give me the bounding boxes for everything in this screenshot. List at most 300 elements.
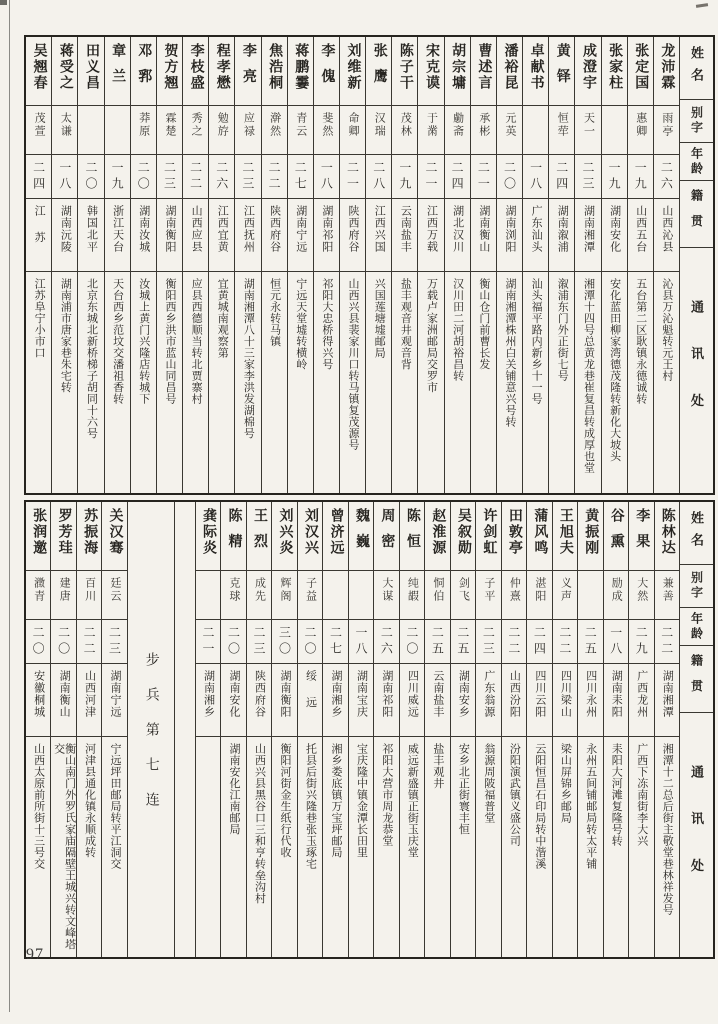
person-age xyxy=(392,155,417,199)
person-name-text: 贺方翘 xyxy=(162,43,178,91)
person-age-text: 二二 xyxy=(82,626,97,658)
person-column xyxy=(246,502,271,957)
person-native-place-text: 湖南宁远 xyxy=(294,205,307,253)
person-name-text: 王烈 xyxy=(252,508,267,560)
person-name xyxy=(471,37,496,106)
person-column xyxy=(76,502,101,957)
person-courtesy-name-text: 瀓青 xyxy=(32,577,45,603)
person-column xyxy=(501,502,526,957)
person-column xyxy=(601,37,627,493)
person-contact-address-text: 梁山屏锦乡邮局 xyxy=(559,743,572,824)
person-native-place-text: 浙江天台 xyxy=(111,205,124,253)
person-name xyxy=(445,37,470,106)
person-courtesy-name xyxy=(262,106,287,155)
person-contact-address-text: 湖南浦市唐家巷朱宅转 xyxy=(59,278,72,393)
person-contact-address-text: 五台第二区耿镇永德诚转 xyxy=(634,278,647,405)
person-name xyxy=(604,502,628,571)
person-age-text: 一八 xyxy=(608,626,623,658)
person-name xyxy=(451,502,475,571)
person-courtesy-name-text: 建唐 xyxy=(58,577,71,603)
person-native-place xyxy=(298,664,322,737)
person-contact-address xyxy=(51,737,75,957)
person-native-place-text: 云南盐丰 xyxy=(431,670,444,718)
person-courtesy-name xyxy=(157,106,182,155)
person-contact-address xyxy=(26,737,50,957)
person-contact-address xyxy=(655,737,679,957)
person-courtesy-name xyxy=(425,571,449,620)
person-native-place xyxy=(604,664,628,737)
person-courtesy-name xyxy=(349,571,373,620)
person-column xyxy=(628,502,653,957)
person-column xyxy=(220,502,245,957)
person-courtesy-name-text: 汉瑞 xyxy=(373,112,386,138)
person-age xyxy=(578,620,602,664)
person-column xyxy=(496,37,522,493)
person-courtesy-name xyxy=(221,571,245,620)
person-contact-address xyxy=(52,272,77,493)
person-native-place xyxy=(235,199,260,272)
person-column xyxy=(156,37,182,493)
person-column xyxy=(26,37,51,493)
person-name-text: 苏振海 xyxy=(82,508,98,556)
header-courtesy-name xyxy=(680,565,713,608)
person-native-place xyxy=(445,199,470,272)
person-courtesy-name-text: 子平 xyxy=(482,577,495,603)
person-column xyxy=(424,502,449,957)
person-column xyxy=(313,37,339,493)
person-name-text: 陈林达 xyxy=(659,508,675,556)
roster-table-lower xyxy=(24,500,715,959)
person-age-text: 一八 xyxy=(353,626,368,658)
person-native-place xyxy=(272,664,296,737)
person-native-place xyxy=(602,199,627,272)
person-name xyxy=(288,37,313,106)
person-age-text: 二二 xyxy=(659,626,674,658)
person-native-place-text: 湖南溆浦 xyxy=(556,205,569,253)
person-column xyxy=(399,502,424,957)
person-name-text: 赵淮源 xyxy=(430,508,446,556)
person-column xyxy=(574,37,600,493)
person-courtesy-name-text: 秀之 xyxy=(190,112,203,138)
person-name xyxy=(425,502,449,571)
person-name xyxy=(549,37,574,106)
person-native-place xyxy=(196,664,220,737)
person-native-place xyxy=(131,199,156,272)
person-age-text: 二四 xyxy=(450,161,465,193)
person-age xyxy=(374,620,398,664)
person-native-place-text: 江西万载 xyxy=(425,205,438,253)
person-native-place-text: 湖南安化 xyxy=(608,205,621,253)
person-contact-address xyxy=(26,272,51,493)
person-column xyxy=(552,502,577,957)
person-courtesy-name-text: 大然 xyxy=(635,577,648,603)
header-age xyxy=(680,143,713,181)
person-name xyxy=(418,37,443,106)
person-column xyxy=(444,37,470,493)
person-age xyxy=(575,155,600,199)
person-courtesy-name-text: 励成 xyxy=(610,577,623,603)
person-courtesy-name xyxy=(578,571,602,620)
person-contact-address xyxy=(553,737,577,957)
person-native-place xyxy=(628,199,653,272)
person-name xyxy=(51,502,75,571)
person-courtesy-name xyxy=(196,571,220,620)
person-name xyxy=(105,37,130,106)
person-name-text: 蒋鹏霋 xyxy=(293,43,309,91)
person-contact-address-text: 安化蓝田柳家湾德茂隆转新化大坡头 xyxy=(608,278,621,462)
person-age xyxy=(451,620,475,664)
person-native-place-text: 山西应县 xyxy=(190,205,203,253)
person-name-text: 曾济远 xyxy=(328,508,344,556)
person-contact-address xyxy=(523,272,548,493)
person-native-place xyxy=(366,199,391,272)
person-age-text: 一八 xyxy=(57,161,72,193)
person-age-text: 二一 xyxy=(424,161,439,193)
person-name-text: 曹述言 xyxy=(476,43,492,91)
person-name xyxy=(654,37,679,106)
person-contact-address-text: 耒阳大河滩复隆号转 xyxy=(610,743,623,847)
person-native-place-text: 四川威远 xyxy=(406,670,419,718)
person-contact-address-text: 宁远天堂墟转横岭 xyxy=(294,278,307,370)
person-name-text: 周密 xyxy=(379,508,395,560)
person-courtesy-name-text: 茂林 xyxy=(399,112,412,138)
person-name xyxy=(628,37,653,106)
person-column xyxy=(182,37,208,493)
person-column xyxy=(654,502,679,957)
person-age-text: 三〇 xyxy=(277,626,292,658)
person-name xyxy=(400,502,424,571)
person-name-text: 陈恒 xyxy=(404,508,420,560)
person-courtesy-name xyxy=(323,571,347,620)
person-native-place-text: 湖南宁远 xyxy=(109,670,122,718)
person-name-text: 龚际炎 xyxy=(201,508,217,556)
person-age-text: 二一 xyxy=(201,626,216,658)
person-courtesy-name-text: 天一 xyxy=(582,112,595,138)
person-courtesy-name-text: 命卿 xyxy=(347,112,360,138)
person-contact-address-text: 恒元永转马镇 xyxy=(268,278,281,347)
person-age-text: 二七 xyxy=(328,626,343,658)
person-native-place xyxy=(654,199,679,272)
person-contact-address-text: 山西兴县黑谷口三和亨转垒沟村 xyxy=(253,743,266,904)
person-name xyxy=(527,502,551,571)
person-courtesy-name xyxy=(298,571,322,620)
person-courtesy-name xyxy=(366,106,391,155)
person-native-place xyxy=(247,664,271,737)
person-native-place xyxy=(400,664,424,737)
person-contact-address xyxy=(418,272,443,493)
person-courtesy-name-text: 纯嘏 xyxy=(406,577,419,603)
person-age-text: 二二 xyxy=(557,626,572,658)
person-age xyxy=(445,155,470,199)
person-name-text: 张润邀 xyxy=(31,508,47,556)
person-courtesy-name xyxy=(655,571,679,620)
person-age xyxy=(400,620,424,664)
person-native-place-text: 山西河津 xyxy=(83,670,96,718)
person-native-place xyxy=(549,199,574,272)
person-courtesy-name xyxy=(604,571,628,620)
person-native-place xyxy=(288,199,313,272)
person-contact-address xyxy=(400,737,424,957)
person-courtesy-name xyxy=(288,106,313,155)
person-age xyxy=(131,155,156,199)
person-age xyxy=(366,155,391,199)
person-native-place xyxy=(502,664,526,737)
person-contact-address-text: 翁源周陂福普堂 xyxy=(482,743,495,824)
person-contact-address xyxy=(102,737,126,957)
person-native-place-text: 陕西府谷 xyxy=(268,205,281,253)
person-courtesy-name-text: 恒荦 xyxy=(556,112,569,138)
person-contact-address xyxy=(288,272,313,493)
person-name-text: 章兰 xyxy=(110,43,126,95)
person-courtesy-name-text: 勉斿 xyxy=(216,112,229,138)
person-contact-address xyxy=(349,737,373,957)
person-courtesy-name-text: 辉阁 xyxy=(278,577,291,603)
person-contact-address-text: 威远新盛镇正街玉庆堂 xyxy=(406,743,419,858)
person-name-text: 程孝懋 xyxy=(214,43,230,91)
person-age xyxy=(628,155,653,199)
person-native-place-text: 绥远 xyxy=(304,670,317,723)
person-contact-address-text: 盐丰观井 xyxy=(431,743,444,789)
person-name xyxy=(235,37,260,106)
person-courtesy-name-text: 剑飞 xyxy=(457,577,470,603)
person-courtesy-name xyxy=(502,571,526,620)
header-age xyxy=(680,608,713,646)
person-contact-address-text: 湖南湘潭株州白关铺意兴号转 xyxy=(503,278,516,428)
person-age-text: 二六 xyxy=(379,626,394,658)
person-courtesy-name xyxy=(52,106,77,155)
person-contact-address-text: 祁阳大忠桥得兴号 xyxy=(320,278,333,370)
person-name-text: 卓献书 xyxy=(528,43,544,91)
person-contact-address-text: 宁远坪田邮局转平江洞交 xyxy=(109,743,122,870)
person-courtesy-name-text: 应禄 xyxy=(242,112,255,138)
person-native-place xyxy=(52,199,77,272)
person-courtesy-name xyxy=(602,106,627,155)
person-contact-address xyxy=(604,737,628,957)
header-courtesy-name-text: 别字 xyxy=(689,106,704,136)
person-native-place-text: 山西沁县 xyxy=(660,205,673,253)
header-native-place xyxy=(680,181,713,248)
person-name xyxy=(374,502,398,571)
person-age xyxy=(209,155,234,199)
person-courtesy-name xyxy=(77,571,101,620)
person-native-place-text: 湖南宝庆 xyxy=(355,670,368,718)
header-courtesy-name-text: 别字 xyxy=(689,571,704,601)
person-name-text: 魏巍 xyxy=(353,508,369,560)
person-contact-address xyxy=(157,272,182,493)
person-native-place xyxy=(183,199,208,272)
person-age xyxy=(340,155,365,199)
person-name-text: 陈子干 xyxy=(397,43,413,91)
person-courtesy-name xyxy=(549,106,574,155)
person-name xyxy=(52,37,77,106)
person-name xyxy=(183,37,208,106)
person-age xyxy=(476,620,500,664)
person-age-text: 一八 xyxy=(528,161,543,193)
header-age-text: 年龄 xyxy=(689,611,704,642)
person-name-text: 黄铎 xyxy=(554,43,570,95)
person-age xyxy=(262,155,287,199)
person-age-text: 二一 xyxy=(345,161,360,193)
person-contact-address xyxy=(247,737,271,957)
person-native-place-text: 湖南汝城 xyxy=(137,205,150,253)
person-courtesy-name-text: 惠卿 xyxy=(634,112,647,138)
section-label-column xyxy=(127,502,174,957)
person-age xyxy=(471,155,496,199)
person-age-text: 二〇 xyxy=(502,161,517,193)
person-native-place-text: 湖南祁阳 xyxy=(320,205,333,253)
person-age xyxy=(323,620,347,664)
person-courtesy-name-text: 雨亭 xyxy=(660,112,673,138)
person-courtesy-name xyxy=(247,571,271,620)
person-courtesy-name xyxy=(131,106,156,155)
person-courtesy-name xyxy=(235,106,260,155)
person-column xyxy=(653,37,679,493)
person-name-text: 田义昌 xyxy=(83,43,99,91)
person-native-place-text: 广东汕头 xyxy=(530,205,543,253)
person-age xyxy=(51,620,75,664)
person-column xyxy=(603,502,628,957)
person-contact-address xyxy=(374,737,398,957)
person-name xyxy=(26,502,50,571)
person-courtesy-name xyxy=(527,571,551,620)
person-contact-address xyxy=(502,737,526,957)
person-native-place xyxy=(497,199,522,272)
person-native-place xyxy=(340,199,365,272)
person-native-place-text: 湖南安化 xyxy=(228,670,241,718)
person-native-place-text: 湖南衡山 xyxy=(477,205,490,253)
person-column xyxy=(475,502,500,957)
scan-artifact-top-right xyxy=(696,3,708,8)
person-age-text: 二〇 xyxy=(136,161,151,193)
person-native-place xyxy=(262,199,287,272)
header-native-place xyxy=(680,646,713,713)
person-name xyxy=(262,37,287,106)
person-contact-address-text: 盐丰观音井观音背 xyxy=(399,278,412,370)
person-name xyxy=(655,502,679,571)
person-native-place xyxy=(314,199,339,272)
person-courtesy-name-text: 克球 xyxy=(228,577,241,603)
header-age-text: 年龄 xyxy=(689,146,704,177)
person-courtesy-name-text: 成先 xyxy=(253,577,266,603)
person-name xyxy=(575,37,600,106)
person-age-text: 二〇 xyxy=(302,626,317,658)
person-age xyxy=(102,620,126,664)
person-column xyxy=(522,37,548,493)
person-native-place xyxy=(77,664,101,737)
person-native-place-text: 湖南湘乡 xyxy=(202,670,215,718)
person-contact-address xyxy=(602,272,627,493)
person-name-text: 李亮 xyxy=(240,43,256,95)
person-native-place xyxy=(655,664,679,737)
person-contact-address xyxy=(549,272,574,493)
person-contact-address-text: 汾阳演武镇义盛公司 xyxy=(508,743,521,847)
person-column xyxy=(339,37,365,493)
person-courtesy-name xyxy=(575,106,600,155)
person-age xyxy=(502,620,526,664)
person-contact-address xyxy=(471,272,496,493)
header-column xyxy=(679,502,713,957)
person-courtesy-name-text: 茂萱 xyxy=(33,112,46,138)
person-courtesy-name-text: 兼善 xyxy=(661,577,674,603)
person-age xyxy=(247,620,271,664)
person-native-place xyxy=(26,199,51,272)
person-courtesy-name xyxy=(523,106,548,155)
person-contact-address-text: 衡阳西乡洪市蓝山同昌号 xyxy=(163,278,176,405)
person-age-text: 二三 xyxy=(481,626,496,658)
person-age-text: 二八 xyxy=(371,161,386,193)
person-courtesy-name-text: 恫伯 xyxy=(431,577,444,603)
person-name xyxy=(209,37,234,106)
person-contact-address xyxy=(628,272,653,493)
person-native-place-text: 湖南湘潭 xyxy=(661,670,674,718)
person-age-text: 二三 xyxy=(252,626,266,658)
person-courtesy-name-text: 仲熹 xyxy=(508,577,521,603)
person-contact-address-text: 湘潭十二总后街主敬堂巷林祥发号 xyxy=(661,743,674,916)
person-courtesy-name xyxy=(654,106,679,155)
person-native-place-text: 湖北汉川 xyxy=(451,205,464,253)
person-contact-address xyxy=(425,737,449,957)
person-native-place-text: 安徽桐城 xyxy=(32,670,45,718)
person-age xyxy=(196,620,220,664)
header-contact-address xyxy=(680,713,713,957)
person-name-text: 焦浩桐 xyxy=(267,43,283,91)
person-age-text: 二〇 xyxy=(404,626,419,658)
person-contact-address-text: 汉川田二河胡裕昌转 xyxy=(451,278,464,382)
person-contact-address xyxy=(451,737,475,957)
person-courtesy-name xyxy=(476,571,500,620)
person-age-text: 二五 xyxy=(430,626,445,658)
person-native-place-text: 广西龙州 xyxy=(635,670,648,718)
person-age xyxy=(221,620,245,664)
person-name-text: 蒲风鸣 xyxy=(532,508,548,556)
person-age-text: 一九 xyxy=(607,161,622,193)
person-courtesy-name-text: 元英 xyxy=(503,112,516,138)
person-native-place-text: 湖南沅陵 xyxy=(59,205,72,253)
person-native-place xyxy=(105,199,130,272)
person-age xyxy=(418,155,443,199)
person-courtesy-name xyxy=(418,106,443,155)
person-name xyxy=(157,37,182,106)
person-contact-address-text: 祁阳大营市周龙恭堂 xyxy=(380,743,393,847)
person-contact-address xyxy=(629,737,653,957)
header-contact-address-text: 通讯处 xyxy=(689,764,704,906)
person-name xyxy=(366,37,391,106)
person-age-text: 一八 xyxy=(319,161,334,193)
person-native-place xyxy=(51,664,75,737)
person-courtesy-name xyxy=(183,106,208,155)
person-courtesy-name xyxy=(553,571,577,620)
person-name-text: 刘维新 xyxy=(345,43,361,91)
person-age-text: 二九 xyxy=(634,626,649,658)
person-contact-address xyxy=(131,272,156,493)
person-native-place-text: 陕西府谷 xyxy=(347,205,360,253)
person-native-place xyxy=(157,199,182,272)
person-column xyxy=(627,37,653,493)
person-age-text: 二五 xyxy=(583,626,598,658)
person-contact-address-text: 宝庆隆中镇金潭长田里 xyxy=(355,743,368,858)
person-name-text: 王旭夫 xyxy=(557,508,573,556)
person-contact-address xyxy=(445,272,470,493)
person-name-text: 龙沛霖 xyxy=(659,43,675,91)
person-courtesy-name xyxy=(314,106,339,155)
person-name-text: 李傀 xyxy=(319,43,335,95)
person-native-place-text: 湖南湘潭 xyxy=(582,205,595,253)
person-column xyxy=(130,37,156,493)
person-courtesy-name xyxy=(209,106,234,155)
person-courtesy-name xyxy=(451,571,475,620)
person-contact-address xyxy=(105,272,130,493)
person-name xyxy=(221,502,245,571)
